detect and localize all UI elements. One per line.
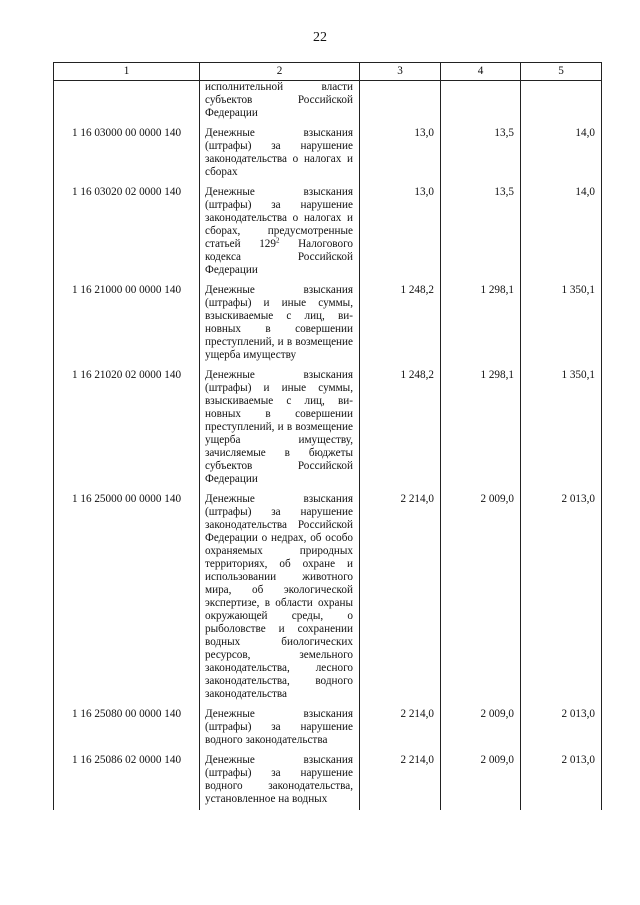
- row-description: [200, 183, 360, 281]
- row-value-col5: 14,0: [521, 124, 602, 183]
- column-header-2: 2: [200, 63, 360, 81]
- table-row: [54, 124, 602, 183]
- table-row: [54, 705, 602, 751]
- row-value-col3: 1 248,2: [360, 281, 441, 366]
- row-value-col3: 13,0: [360, 124, 441, 183]
- row-value-col5: 1 350,1: [521, 366, 602, 490]
- row-value-col4: 1 298,1: [441, 366, 521, 490]
- page-number: 22: [313, 30, 327, 45]
- row-code: 1 16 03020 02 0000 140: [54, 183, 200, 281]
- row-description: Денежные взыскания (штрафы) и иные суммы, взыскиваемые с лиц, виновных в совершении преступлений, и в возмещение ущерба имуществу: [200, 281, 360, 366]
- column-header-3: 3: [360, 63, 441, 81]
- row-code: 1 16 25086 02 0000 140: [54, 751, 200, 810]
- row-value-col4: 2 009,0: [441, 490, 521, 705]
- row-code: 1 16 25080 00 0000 140: [54, 705, 200, 751]
- row-description: Денежные взыскания (штрафы) и иные суммы, взыскиваемые с лиц, виновных в совершении преступлений, и в возмещение ущерба имуществу, зачисляемые в бюджеты субъектов Российской Федерации: [200, 366, 360, 490]
- row-value-col4: 2 009,0: [441, 751, 521, 810]
- row-value-col5: 2 013,0: [521, 705, 602, 751]
- column-header-4: 4: [441, 63, 521, 81]
- row-description: Денежные взыскания (штрафы) за нарушение законодательства о налогах и сборах: [200, 124, 360, 183]
- row-description: Денежные взыскания (штрафы) за нарушение водного законодательства: [200, 705, 360, 751]
- row-value-col4: 13,5: [441, 124, 521, 183]
- row-code: 1 16 21000 00 0000 140: [54, 281, 200, 366]
- row-value-col3: 1 248,2: [360, 366, 441, 490]
- table-row: [54, 281, 602, 366]
- continuation-row: [54, 81, 602, 125]
- table-row: [54, 751, 602, 810]
- row-value-col4: 2 009,0: [441, 705, 521, 751]
- header-row: [54, 63, 602, 81]
- table-row: [54, 366, 602, 490]
- row-value-col4: 1 298,1: [441, 281, 521, 366]
- row-value-col5: 14,0: [521, 183, 602, 281]
- row-description-part2: Налогового кодекса Российской Федерации: [205, 238, 353, 276]
- row-value-col4: 13,5: [441, 183, 521, 281]
- row-code: 1 16 25000 00 0000 140: [54, 490, 200, 705]
- row-code: 1 16 21020 02 0000 140: [54, 366, 200, 490]
- row-value-col3: 2 214,0: [360, 751, 441, 810]
- row-value-col3: 2 214,0: [360, 705, 441, 751]
- table-row: [54, 183, 602, 281]
- column-header-5: 5: [521, 63, 602, 81]
- row-description-part1: Денежные взыскания (штрафы) за нарушение законодательства о налогах и сборах, предусмотренные статьей 129: [205, 186, 353, 250]
- budget-revenue-table: [53, 62, 602, 810]
- row-value-col3: 13,0: [360, 183, 441, 281]
- row-description-superscript: 2: [275, 236, 280, 245]
- row-value-col3: 2 214,0: [360, 490, 441, 705]
- row-description: Денежные взыскания (штрафы) за нарушение законодательства Российской Федерации о недрах, об особо охраняемых природных территориях, об охране и использовании животного мира, об экологической экспертизе, в области охраны окружающей среды, о рыболовстве и сохранении водных биологических ресурсов, земельного законодательства, лесного законодательства, водного законодательства: [200, 490, 360, 705]
- row-description: Денежные взыскания (штрафы) за нарушение водного законодательства, установленное на водных: [200, 751, 360, 810]
- row-value-col5: 2 013,0: [521, 490, 602, 705]
- continuation-description: исполнительной власти субъектов Российской Федерации: [200, 81, 360, 125]
- row-value-col5: 1 350,1: [521, 281, 602, 366]
- row-value-col5: 2 013,0: [521, 751, 602, 810]
- table-row: [54, 490, 602, 705]
- column-header-1: 1: [54, 63, 200, 81]
- row-code: 1 16 03000 00 0000 140: [54, 124, 200, 183]
